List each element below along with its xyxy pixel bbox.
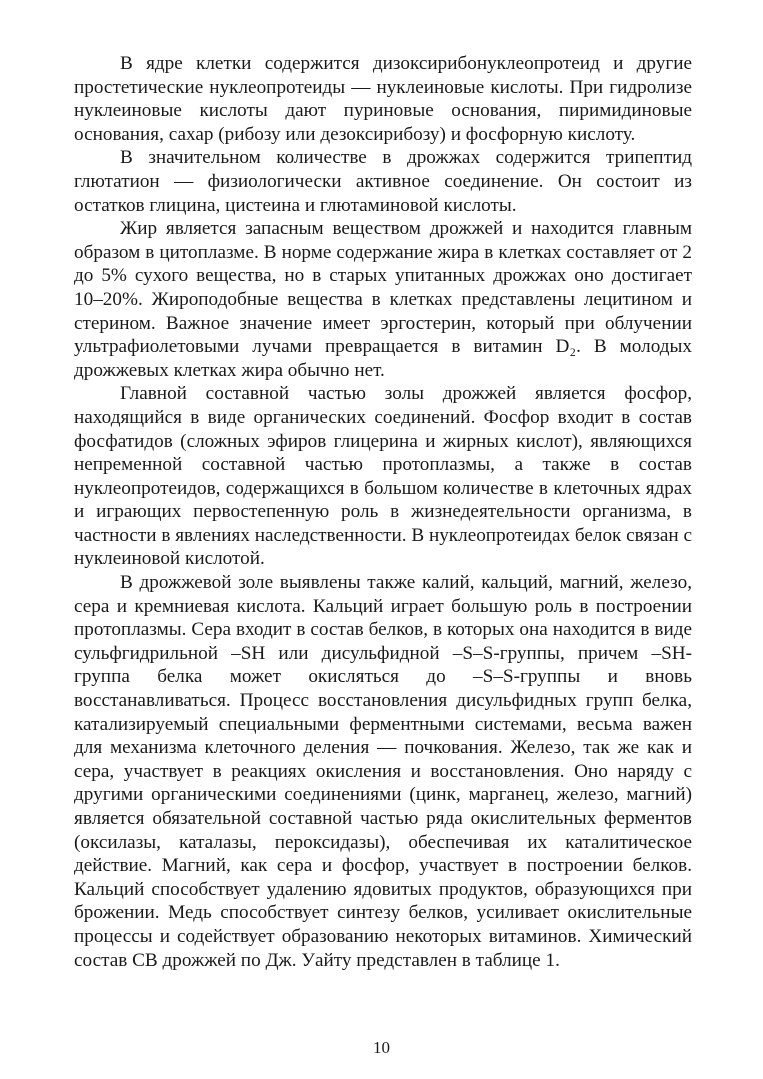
paragraph-nucleoproteids: В ядре клетки содержится дизоксирибонуклеопротеид и другие простетические нуклеопротеиды — нуклеиновые кислоты. При гидролизе нуклеиновые кислоты дают пуриновые основания, пиримидиновые основания, сахар (рибозу или дезоксирибозу) и фосфорную кислоту.	[74, 53, 692, 145]
page-number: 10	[373, 1038, 390, 1057]
paragraph-fat: Жир является запасным веществом дрожжей и находится главным образом в цитоплазме. В норме содержание жира в клетках составляет от 2 до 5% сухого вещества, но в старых упитанных дрожжах оно достигает 10–20%. Жироподобные вещества в клетках представлены лецитином и стерином. Важное значение имеет эргостерин, который при облучении ультрафиолетовыми лучами превращается в витамин D₂. В молодых дрожжевых клетках жира обычно нет.	[74, 218, 692, 381]
page-body	[74, 52, 692, 972]
paragraph-glutathione: В значительном количестве в дрожжах содержится трипептид глютатион — физиологически активное соединение. Он состоит из остатков глицина, цистеина и глютаминовой кислоты.	[74, 147, 692, 216]
paragraph-minerals: В дрожжевой золе выявлены также калий, кальций, магний, железо, сера и кремниевая кислота. Кальций играет большую роль в построении протоплазмы. Сера входит в состав белков, в которых она находится в виде сульфгидрильной –SH или дисульфидной –S–S-группы, причем –SH-группа белка может окисляться до –S–S-группы и вновь восстанавливаться. Процесс восстановления дисульфидных групп белка, катализируемый специальными ферментными системами, весьма важен для механизма клеточного деления — почкования. Железо, так же как и сера, участвует в реакциях окисления и восстановления. Оно наряду с другими органическими соединениями (цинк, марганец, железо, магний) является обязательной составной частью ряда окислительных ферментов (оксилазы, каталазы, пероксидазы), обеспечивая их каталитическое действие. Магний, как сера и фосфор, участвует в построении белков. Кальций способствует удалению ядовитых продуктов, образующихся при брожении. Медь способствует синтезу белков, усиливает окислительные процессы и содействует образованию некоторых витаминов. Химический состав СВ дрожжей по Дж. Уайту представлен в таблице 1.	[74, 572, 692, 971]
paragraph-phosphorus: Главной составной частью золы дрожжей является фосфор, находящийся в виде органических соединений. Фосфор входит в состав фосфатидов (сложных эфиров глицерина и жирных кислот), являющихся непременной составной частью протоплазмы, а также в состав нуклеопротеидов, содержащихся в большом количестве в клеточных ядрах и играющих первостепенную роль в жизнедеятельности организма, в частности в явлениях наследственности. В нуклеопротеидах белок связан с нуклеиновой кислотой.	[74, 383, 692, 570]
